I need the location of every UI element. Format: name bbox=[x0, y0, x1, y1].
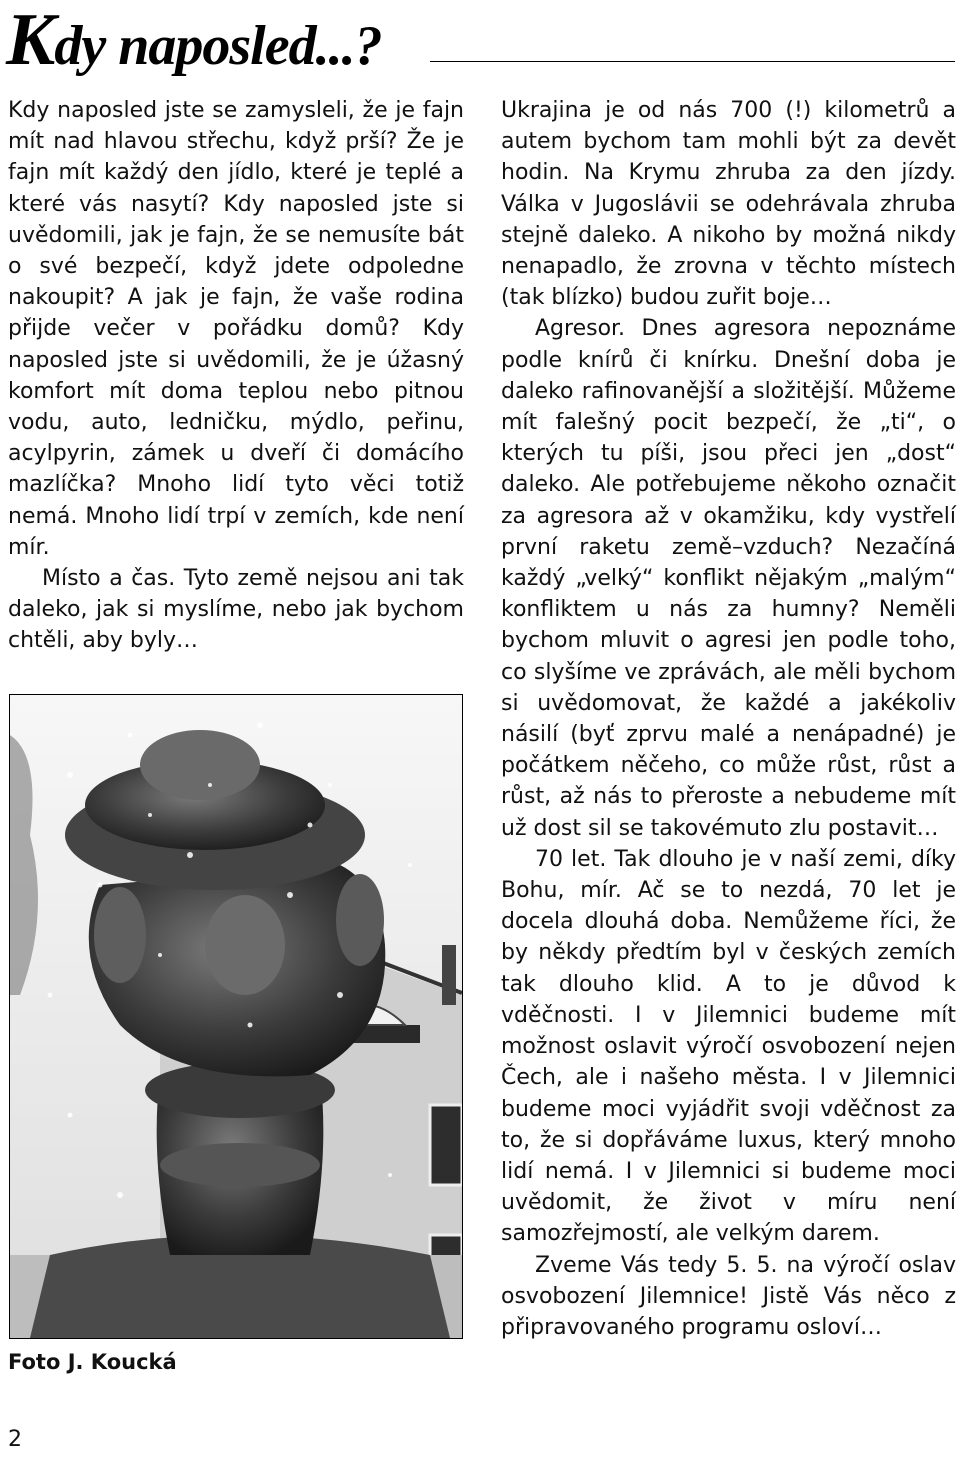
right-column bbox=[501, 95, 956, 1343]
photo-caption: Foto J. Koucká bbox=[8, 1350, 177, 1374]
fountain-photo bbox=[9, 694, 463, 1339]
paragraph: Zveme Vás tedy 5. 5. na výročí oslav osvobození Jilemnice! Jistě Vás něco z připravovaného programu osloví… bbox=[501, 1252, 956, 1340]
page-number: 2 bbox=[8, 1427, 22, 1452]
paragraph: Agresor. Dnes agresora nepoznáme podle knírů či knírku. Dnešní doba je daleko rafinovanější a složitější. Můžeme mít falešný pocit bezpečí, že „ti“, o kterých tu píši, jsou přeci jen „dost“ daleko. Ale potřebujeme někoho označit za agresora až v okamžiku, kdy vystřelí první raketu země–vzduch? Nezačíná každý „velký“ konflikt nějakým „malým“ konfliktem u nás za humny? Neměli bychom mluvit o agresi jen podle toho, co slyšíme ve zprávách, ale měli bychom si uvědomovat, že každé a jakékoliv násilí (byť zprvu malé a nenápadné) je počátkem něčeho, co může růst, růst a růst, až nás to přeroste a nebudeme mít už dost sil se takovémuto zlu postavit… bbox=[501, 316, 956, 841]
left-column bbox=[8, 95, 464, 657]
paragraph: Kdy naposled jste se zamysleli, že je fajn mít nad hlavou střechu, když prší? Že je fajn mít každý den jídlo, které je teplé a které vás nasytí? Kdy naposled jste si uvědomili, jak je fajn, že se nemusíte bát o své bezpečí, když jdete odpoledne nakoupit? A jak je fajn, že vaše rodina přijde večer v pořádku domů? Kdy naposled jste si uvědomili, že je úžasný komfort mít doma teplou nebo pitnou vodu, auto, ledničku, mýdlo, peřinu, acylpyrin, zámek u dveří či domácího mazlíčka? Mnoho lidí tyto věci totiž nemá. Mnoho lidí trpí v zemích, kde není mír. bbox=[8, 98, 464, 560]
title-rest: dy naposled...? bbox=[54, 15, 382, 77]
article-title bbox=[6, 0, 382, 86]
paragraph: Místo a čas. Tyto země nejsou ani tak daleko, jak si myslíme, nebo jak bychom chtěli, aby byly… bbox=[8, 566, 464, 654]
title-initial: K bbox=[6, 0, 55, 81]
fountain-photo-image bbox=[10, 695, 462, 1338]
header-rule bbox=[430, 61, 955, 62]
paragraph: 70 let. Tak dlouho je v naší zemi, díky Bohu, mír. Ač se to nezdá, 70 let je docela dlouhá doba. Nemůžeme říci, že by někdy předtím byl v českých zemích tak dlouho klid. A to je důvod k vděčnosti. I v Jilemnici budeme mít možnost oslavit výročí osvobození nejen Čech, ale i našeho města. I v Jilemnici budeme moci vyjádřit svoji vděčnost za to, že si dopřáváme luxus, který mnoho lidí nemá. I v Jilemnici si budeme moci uvědomit, že život v míru není samozřejmostí, ale velkým darem. bbox=[501, 846, 956, 1247]
paragraph: Ukrajina je od nás 700 (!) kilometrů a autem bychom tam mohli být za devět hodin. Na Krymu zhruba za den jízdy. Válka v Jugoslávii se odehrávala zhruba stejně daleko. A nikoho by možná nikdy nenapadlo, že zrovna v těchto místech (tak blízko) budou zuřit boje… bbox=[501, 98, 956, 311]
